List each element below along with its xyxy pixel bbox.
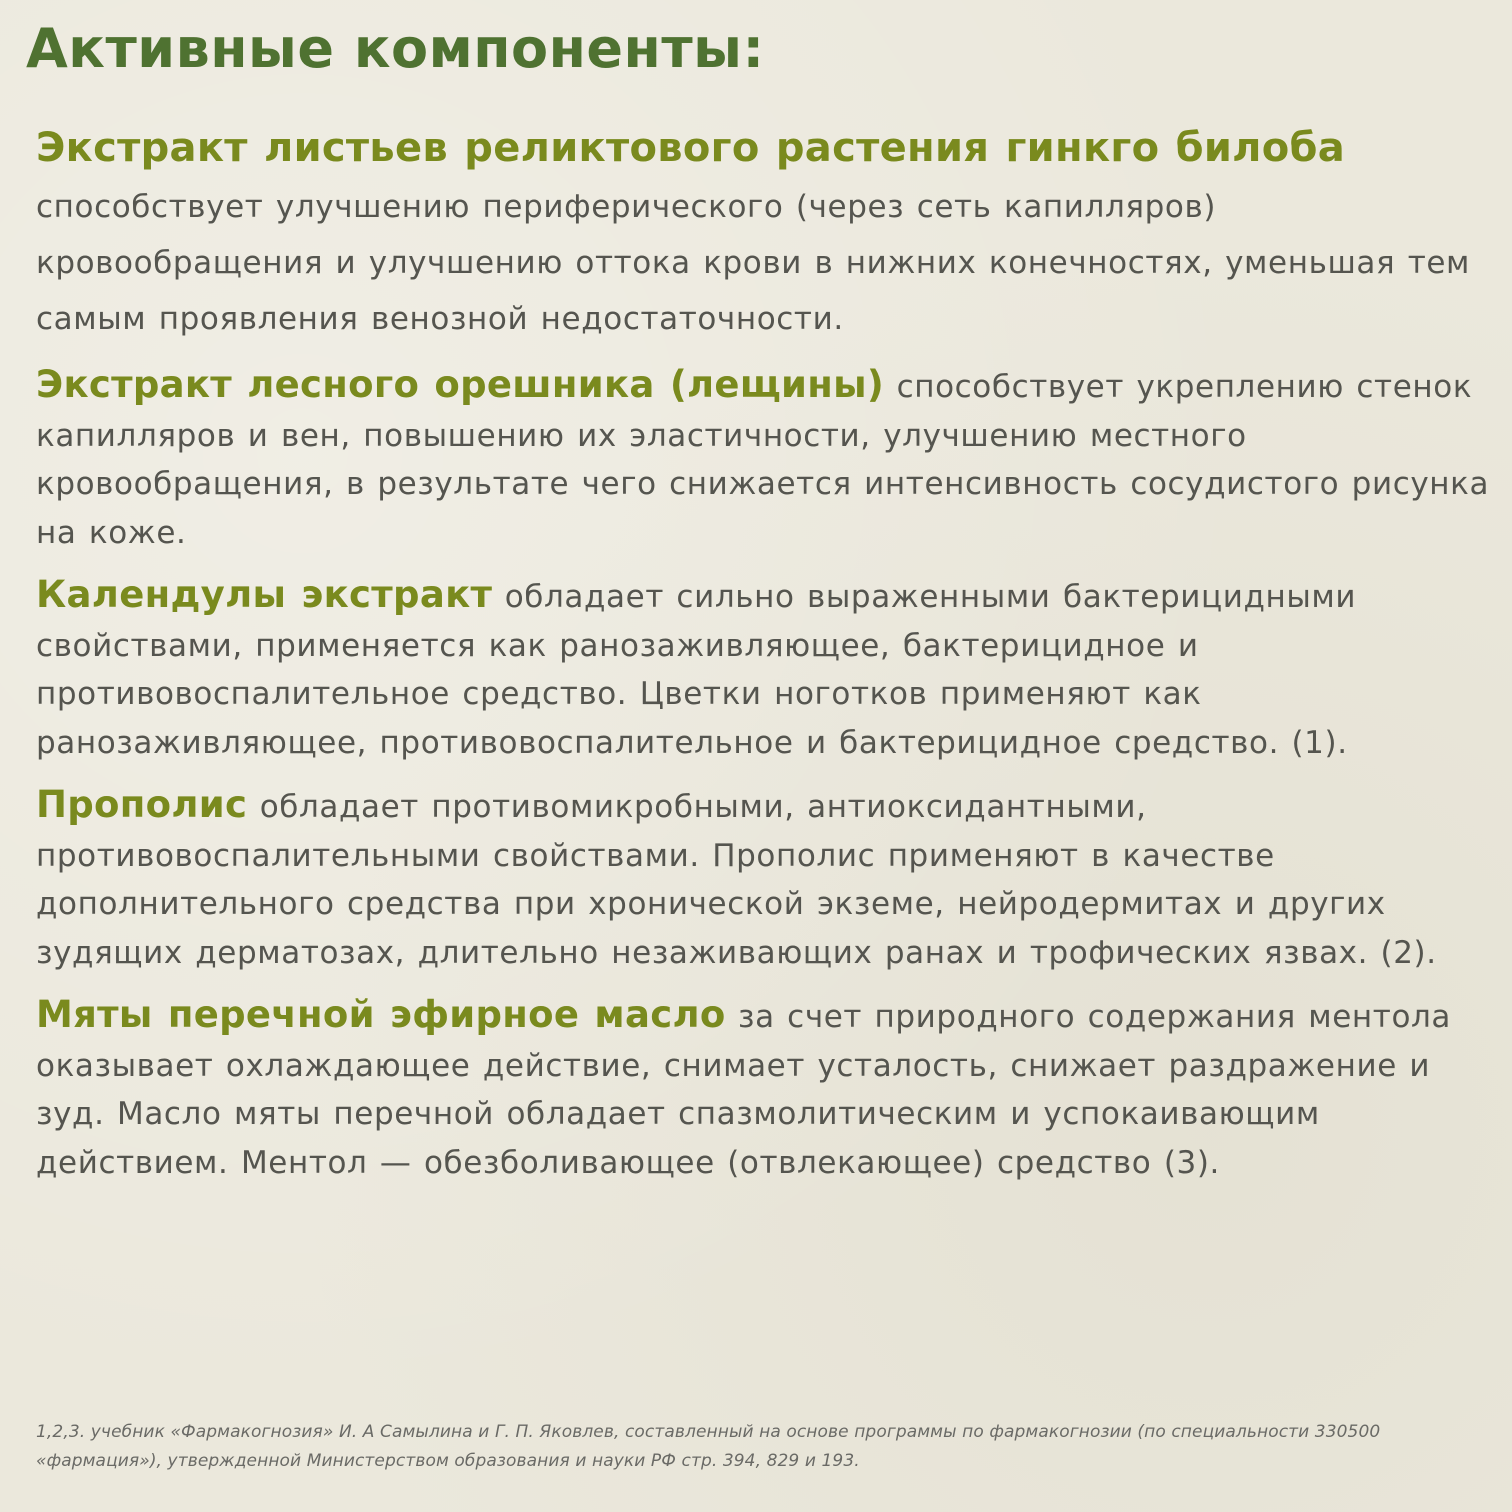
component-description: способствует улучшению периферического (через сеть капилляров) кровообращения и улучшению оттока крови в нижних конечностях, уменьшая тем самым проявления венозной недостаточности. — [36, 189, 1471, 337]
component-name: Экстракт лесного орешника (лещины) — [36, 363, 885, 406]
component-name: Мяты перечной эфирное масло — [36, 993, 726, 1036]
component-name: Экстракт листьев реликтового растения гинкго билоба — [36, 125, 1346, 171]
component-name: Прополис — [36, 783, 248, 826]
component-description: обладает противомикробными, антиоксидантными, противовоспалительными свойствами. Прополис применяют в качестве дополнительного средства при хронической экземе, нейродермитах и других зудящих дерматозах, длительно незаживающих ранах и трофических язвах. (2). — [36, 789, 1437, 971]
component-peppermint — [36, 991, 1498, 1187]
page-title: Активные компоненты: — [26, 17, 765, 80]
component-name: Календулы экстракт — [36, 573, 493, 616]
component-description: за счет природного содержания ментола оказывает охлаждающее действие, снимает усталость, снижает раздражение и зуд. Масло мяты перечной обладает спазмолитическим и успокаивающим действием. Ментол — обезболивающее (отвлекающее) средство (3). — [36, 999, 1452, 1181]
component-description: способствует укреплению стенок капилляров и вен, повышению их эластичности, улучшению местного кровообращения, в результате чего снижается интенсивность сосудистого рисунка на коже. — [36, 369, 1490, 551]
components-list — [36, 120, 1498, 1201]
footnote-sources: 1,2,3. учебник «Фармакогнозия» И. А Самылина и Г. П. Яковлев, составленный на основе программы по фармакогнозии (по специальности 330500 «фармация»), утвержденной Министерством образования и науки РФ стр. 394, 829 и 193. — [36, 1422, 1381, 1471]
component-ginkgo — [36, 120, 1498, 347]
component-hazel — [36, 361, 1498, 557]
component-calendula — [36, 571, 1498, 767]
component-propolis — [36, 781, 1498, 977]
component-description: обладает сильно выраженными бактерицидными свойствами, применяется как ранозаживляющее, бактерицидное и противовоспалительное средство. Цветки ноготков применяют как ранозаживляющее, противовоспалительное и бактерицидное средство. (1). — [36, 579, 1357, 761]
